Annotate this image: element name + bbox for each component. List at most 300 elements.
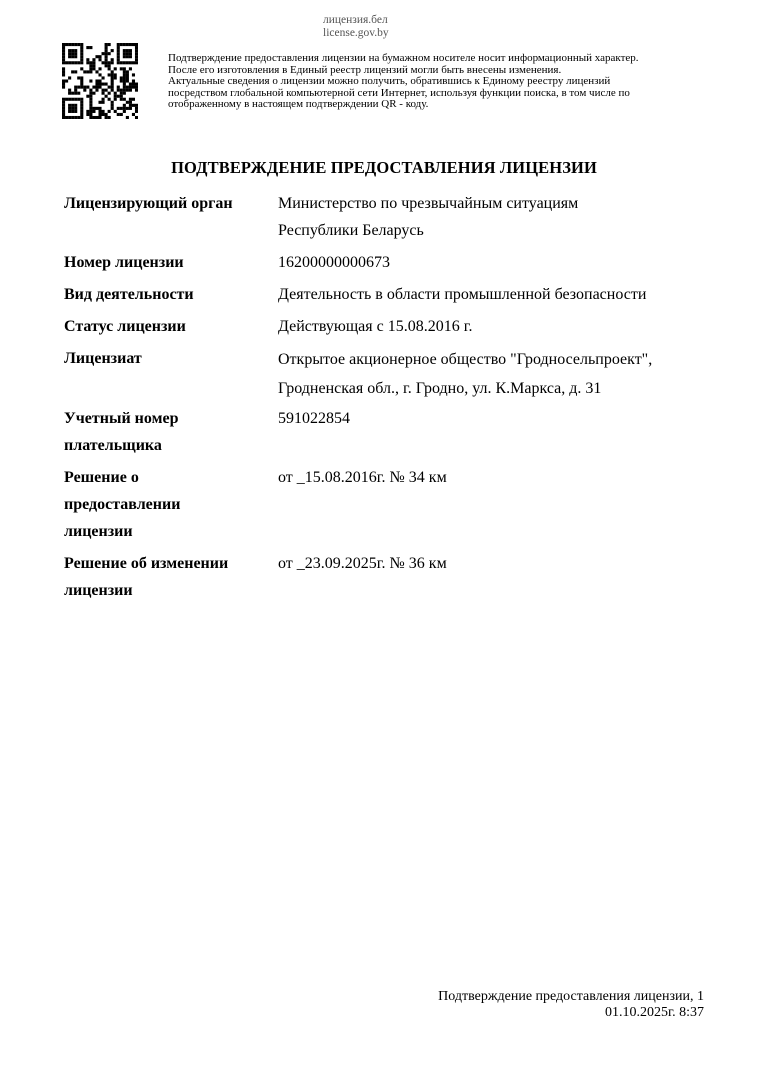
qr-module — [135, 110, 138, 113]
qr-module — [71, 52, 74, 55]
qr-module — [92, 86, 95, 89]
qr-module — [126, 52, 129, 55]
qr-module — [71, 110, 74, 113]
qr-module — [108, 64, 111, 67]
qr-module — [132, 104, 135, 107]
qr-module — [74, 92, 77, 95]
qr-module — [62, 46, 65, 49]
qr-module — [95, 86, 98, 89]
qr-module — [123, 76, 126, 79]
qr-module — [123, 86, 126, 89]
qr-module — [98, 113, 101, 116]
qr-module — [83, 89, 86, 92]
qr-module — [65, 43, 68, 46]
qr-module — [68, 98, 71, 101]
qr-module — [123, 89, 126, 92]
field-value: Открытое акционерное общество "Гродносельпроект", Гродненская обл., г. Гродно, ул. К.Маркса, д. 31 — [278, 351, 653, 397]
qr-module — [74, 55, 77, 58]
qr-module — [135, 83, 138, 86]
site-address — [323, 14, 389, 39]
qr-module — [98, 73, 101, 76]
qr-module — [77, 92, 80, 95]
qr-module — [105, 46, 108, 49]
qr-module — [74, 70, 77, 73]
qr-module — [126, 73, 129, 76]
qr-module — [111, 79, 114, 82]
field-label: Лицензиат — [64, 350, 142, 367]
qr-module — [83, 86, 86, 89]
qr-module — [68, 116, 71, 119]
qr-module — [86, 110, 89, 113]
qr-module — [123, 98, 126, 101]
qr-module — [108, 98, 111, 101]
qr-module — [68, 61, 71, 64]
qr-module — [105, 61, 108, 64]
qr-module — [89, 107, 92, 110]
qr-module — [62, 98, 65, 101]
qr-module — [126, 79, 129, 82]
qr-module — [111, 73, 114, 76]
qr-module — [77, 86, 80, 89]
qr-module — [114, 98, 117, 101]
qr-module — [111, 83, 114, 86]
qr-module — [102, 110, 105, 113]
qr-module — [80, 101, 83, 104]
qr-module — [68, 107, 71, 110]
qr-module — [98, 101, 101, 104]
qr-module — [108, 43, 111, 46]
field-label: Учетный номер плательщика — [64, 410, 179, 454]
qr-module — [129, 107, 132, 110]
qr-module — [98, 55, 101, 58]
qr-module — [105, 49, 108, 52]
field-label: Номер лицензии — [64, 254, 184, 271]
qr-module — [89, 98, 92, 101]
qr-module — [117, 46, 120, 49]
qr-module — [92, 67, 95, 70]
qr-module — [120, 95, 123, 98]
qr-module — [80, 110, 83, 113]
qr-module — [102, 52, 105, 55]
qr-module — [80, 67, 83, 70]
qr-module — [92, 58, 95, 61]
field-value: от _15.08.2016г. № 34 км — [278, 469, 447, 486]
qr-module — [89, 101, 92, 104]
qr-module — [132, 98, 135, 101]
page-footer — [438, 989, 704, 1021]
qr-module — [117, 55, 120, 58]
qr-module — [126, 55, 129, 58]
qr-module — [71, 98, 74, 101]
field-label: Лицензирующий орган — [64, 195, 233, 212]
qr-module — [123, 73, 126, 76]
qr-module — [71, 107, 74, 110]
qr-module — [98, 67, 101, 70]
qr-module — [117, 58, 120, 61]
qr-module — [117, 52, 120, 55]
qr-module — [71, 92, 74, 95]
qr-module — [98, 116, 101, 119]
qr-module — [83, 70, 86, 73]
qr-module — [62, 101, 65, 104]
qr-module — [129, 61, 132, 64]
qr-module — [89, 70, 92, 73]
qr-module — [62, 43, 65, 46]
qr-module — [105, 58, 108, 61]
qr-module — [108, 110, 111, 113]
qr-module — [108, 52, 111, 55]
qr-module — [80, 49, 83, 52]
qr-module — [89, 46, 92, 49]
qr-module — [114, 110, 117, 113]
qr-module — [68, 49, 71, 52]
field-label: Решение об изменении лицензии — [64, 555, 229, 599]
qr-module — [62, 83, 65, 86]
qr-module — [132, 43, 135, 46]
qr-module — [92, 61, 95, 64]
qr-module — [117, 86, 120, 89]
qr-module — [102, 113, 105, 116]
qr-module — [126, 76, 129, 79]
qr-module — [123, 49, 126, 52]
qr-module — [86, 58, 89, 61]
qr-module — [102, 98, 105, 101]
qr-module — [77, 43, 80, 46]
qr-module — [135, 107, 138, 110]
qr-module — [120, 89, 123, 92]
qr-module — [117, 95, 120, 98]
qr-module — [95, 83, 98, 86]
qr-module — [126, 61, 129, 64]
qr-module — [62, 70, 65, 73]
qr-module — [92, 92, 95, 95]
qr-code-image — [62, 43, 138, 119]
qr-module — [123, 67, 126, 70]
qr-module — [62, 58, 65, 61]
qr-module — [71, 104, 74, 107]
qr-module — [126, 101, 129, 104]
qr-module — [111, 76, 114, 79]
qr-module — [108, 116, 111, 119]
field-label: Статус лицензии — [64, 318, 186, 335]
qr-module — [80, 79, 83, 82]
qr-module — [68, 92, 71, 95]
site-domain-by: лицензия.бел — [323, 14, 388, 26]
qr-module — [80, 86, 83, 89]
qr-module — [114, 76, 117, 79]
qr-module — [102, 89, 105, 92]
qr-module — [111, 58, 114, 61]
qr-module — [132, 83, 135, 86]
qr-module — [132, 73, 135, 76]
qr-module — [111, 70, 114, 73]
qr-module — [114, 73, 117, 76]
qr-module — [111, 107, 114, 110]
qr-module — [105, 43, 108, 46]
qr-module — [68, 76, 71, 79]
field-value: от _23.09.2025г. № 36 км — [278, 555, 447, 572]
qr-module — [89, 104, 92, 107]
qr-module — [120, 107, 123, 110]
qr-module — [80, 116, 83, 119]
qr-module — [114, 67, 117, 70]
qr-module — [77, 61, 80, 64]
qr-module — [98, 107, 101, 110]
qr-module — [105, 113, 108, 116]
qr-module — [89, 64, 92, 67]
qr-module — [120, 61, 123, 64]
qr-module — [111, 49, 114, 52]
qr-module — [135, 58, 138, 61]
qr-module — [71, 43, 74, 46]
qr-module — [132, 113, 135, 116]
qr-module — [74, 86, 77, 89]
qr-module — [89, 110, 92, 113]
qr-module — [102, 101, 105, 104]
qr-module — [123, 52, 126, 55]
qr-module — [71, 49, 74, 52]
field-label: Решение о предоставлении лицензии — [64, 469, 181, 540]
qr-module — [95, 89, 98, 92]
qr-module — [117, 89, 120, 92]
qr-module — [80, 55, 83, 58]
qr-module — [95, 107, 98, 110]
qr-module — [126, 43, 129, 46]
qr-module — [95, 79, 98, 82]
qr-module — [74, 52, 77, 55]
qr-module — [98, 58, 101, 61]
qr-module — [117, 113, 120, 116]
qr-module — [135, 43, 138, 46]
qr-module — [102, 76, 105, 79]
field-value: Министерство по чрезвычайным ситуациям Республики Беларусь — [278, 195, 579, 239]
qr-module — [62, 49, 65, 52]
qr-module — [129, 43, 132, 46]
qr-module — [129, 101, 132, 104]
qr-module — [74, 107, 77, 110]
qr-module — [62, 67, 65, 70]
qr-module — [123, 92, 126, 95]
qr-module — [108, 92, 111, 95]
qr-module — [65, 116, 68, 119]
qr-module — [129, 89, 132, 92]
qr-module — [117, 107, 120, 110]
qr-module — [111, 89, 114, 92]
qr-module — [62, 52, 65, 55]
qr-module — [129, 86, 132, 89]
qr-module — [126, 70, 129, 73]
qr-module — [120, 79, 123, 82]
qr-module — [105, 83, 108, 86]
qr-module — [86, 113, 89, 116]
qr-module — [98, 110, 101, 113]
qr-module — [129, 49, 132, 52]
qr-module — [98, 86, 101, 89]
qr-module — [80, 52, 83, 55]
qr-module — [135, 86, 138, 89]
qr-module — [126, 89, 129, 92]
qr-code — [62, 43, 138, 119]
qr-module — [92, 116, 95, 119]
qr-module — [89, 116, 92, 119]
qr-module — [68, 43, 71, 46]
qr-module — [111, 61, 114, 64]
qr-module — [68, 104, 71, 107]
qr-module — [135, 46, 138, 49]
qr-module — [105, 64, 108, 67]
qr-module — [123, 83, 126, 86]
qr-module — [126, 49, 129, 52]
qr-module — [86, 46, 89, 49]
qr-module — [65, 79, 68, 82]
qr-module — [123, 104, 126, 107]
qr-module — [129, 104, 132, 107]
qr-module — [114, 92, 117, 95]
disclaimer-line: посредством глобальной компьютерной сети Интернет, используя функции поиска, в том числе по — [168, 86, 630, 99]
qr-module — [111, 86, 114, 89]
qr-module — [92, 107, 95, 110]
qr-module — [108, 86, 111, 89]
qr-module — [126, 107, 129, 110]
qr-module — [74, 110, 77, 113]
qr-module — [89, 92, 92, 95]
qr-module — [71, 70, 74, 73]
disclaimer-line: отображенному в настоящем подтверждении QR - коду. — [168, 98, 429, 111]
qr-module — [102, 83, 105, 86]
qr-module — [62, 79, 65, 82]
qr-module — [111, 101, 114, 104]
qr-module — [62, 73, 65, 76]
qr-module — [74, 43, 77, 46]
qr-module — [135, 61, 138, 64]
qr-module — [62, 116, 65, 119]
qr-module — [62, 107, 65, 110]
qr-module — [111, 104, 114, 107]
qr-module — [80, 83, 83, 86]
qr-module — [95, 116, 98, 119]
qr-module — [86, 61, 89, 64]
qr-module — [80, 98, 83, 101]
qr-module — [71, 55, 74, 58]
qr-module — [80, 104, 83, 107]
qr-module — [135, 89, 138, 92]
qr-module — [62, 113, 65, 116]
qr-module — [95, 55, 98, 58]
qr-module — [89, 95, 92, 98]
qr-module — [89, 61, 92, 64]
qr-module — [129, 83, 132, 86]
qr-module — [62, 61, 65, 64]
qr-module — [108, 61, 111, 64]
qr-module — [68, 110, 71, 113]
qr-module — [120, 113, 123, 116]
qr-module — [65, 61, 68, 64]
qr-module — [89, 113, 92, 116]
qr-module — [74, 98, 77, 101]
qr-module — [74, 104, 77, 107]
qr-module — [74, 89, 77, 92]
qr-module — [102, 92, 105, 95]
qr-module — [89, 89, 92, 92]
qr-module — [77, 76, 80, 79]
qr-module — [135, 52, 138, 55]
qr-module — [86, 70, 89, 73]
field-label: Вид деятельности — [64, 286, 194, 303]
qr-module — [123, 43, 126, 46]
qr-module — [80, 76, 83, 79]
qr-module — [108, 73, 111, 76]
qr-module — [80, 61, 83, 64]
qr-module — [105, 116, 108, 119]
qr-module — [105, 52, 108, 55]
qr-module — [86, 86, 89, 89]
qr-module — [120, 67, 123, 70]
qr-module — [120, 98, 123, 101]
qr-module — [114, 95, 117, 98]
qr-module — [105, 95, 108, 98]
qr-module — [89, 79, 92, 82]
qr-module — [68, 52, 71, 55]
qr-module — [98, 83, 101, 86]
qr-module — [74, 49, 77, 52]
qr-module — [129, 52, 132, 55]
footer-page-label: Подтверждение предоставления лицензии, 1 — [438, 989, 704, 1004]
qr-module — [120, 43, 123, 46]
qr-module — [92, 64, 95, 67]
footer-timestamp: 01.10.2025г. 8:37 — [604, 1005, 704, 1020]
qr-module — [74, 116, 77, 119]
qr-module — [98, 79, 101, 82]
qr-module — [62, 104, 65, 107]
qr-module — [92, 110, 95, 113]
qr-module — [123, 55, 126, 58]
qr-module — [86, 95, 89, 98]
qr-module — [117, 43, 120, 46]
qr-module — [80, 46, 83, 49]
field-value: Действующая с 15.08.2016 г. — [278, 318, 473, 335]
qr-module — [120, 92, 123, 95]
qr-module — [71, 116, 74, 119]
qr-module — [108, 67, 111, 70]
qr-module — [126, 86, 129, 89]
field-value: 591022854 — [278, 410, 350, 427]
disclaimer-line: Актуальные сведения о лицензии можно получить, обратившись к Единому реестру лицензий — [168, 75, 611, 88]
qr-module — [68, 55, 71, 58]
qr-module — [105, 55, 108, 58]
qr-module — [123, 70, 126, 73]
qr-module — [77, 116, 80, 119]
qr-module — [120, 76, 123, 79]
field-value: 16200000000673 — [278, 254, 390, 271]
site-domain-gov: license.gov.by — [323, 26, 389, 39]
qr-module — [80, 107, 83, 110]
disclaimer-line: Подтверждение предоставления лицензии на бумажном носителе носит информационный характер. — [168, 52, 639, 64]
qr-module — [135, 116, 138, 119]
qr-module — [135, 104, 138, 107]
disclaimer-line: После его изготовления в Единый реестр лицензий могли быть внесены изменения. — [168, 63, 562, 76]
disclaimer-notice — [168, 53, 738, 111]
qr-module — [74, 61, 77, 64]
qr-module — [62, 86, 65, 89]
qr-module — [132, 86, 135, 89]
qr-module — [68, 89, 71, 92]
qr-module — [129, 55, 132, 58]
qr-module — [123, 79, 126, 82]
qr-module — [135, 49, 138, 52]
qr-module — [77, 98, 80, 101]
qr-module — [89, 67, 92, 70]
qr-module — [80, 113, 83, 116]
